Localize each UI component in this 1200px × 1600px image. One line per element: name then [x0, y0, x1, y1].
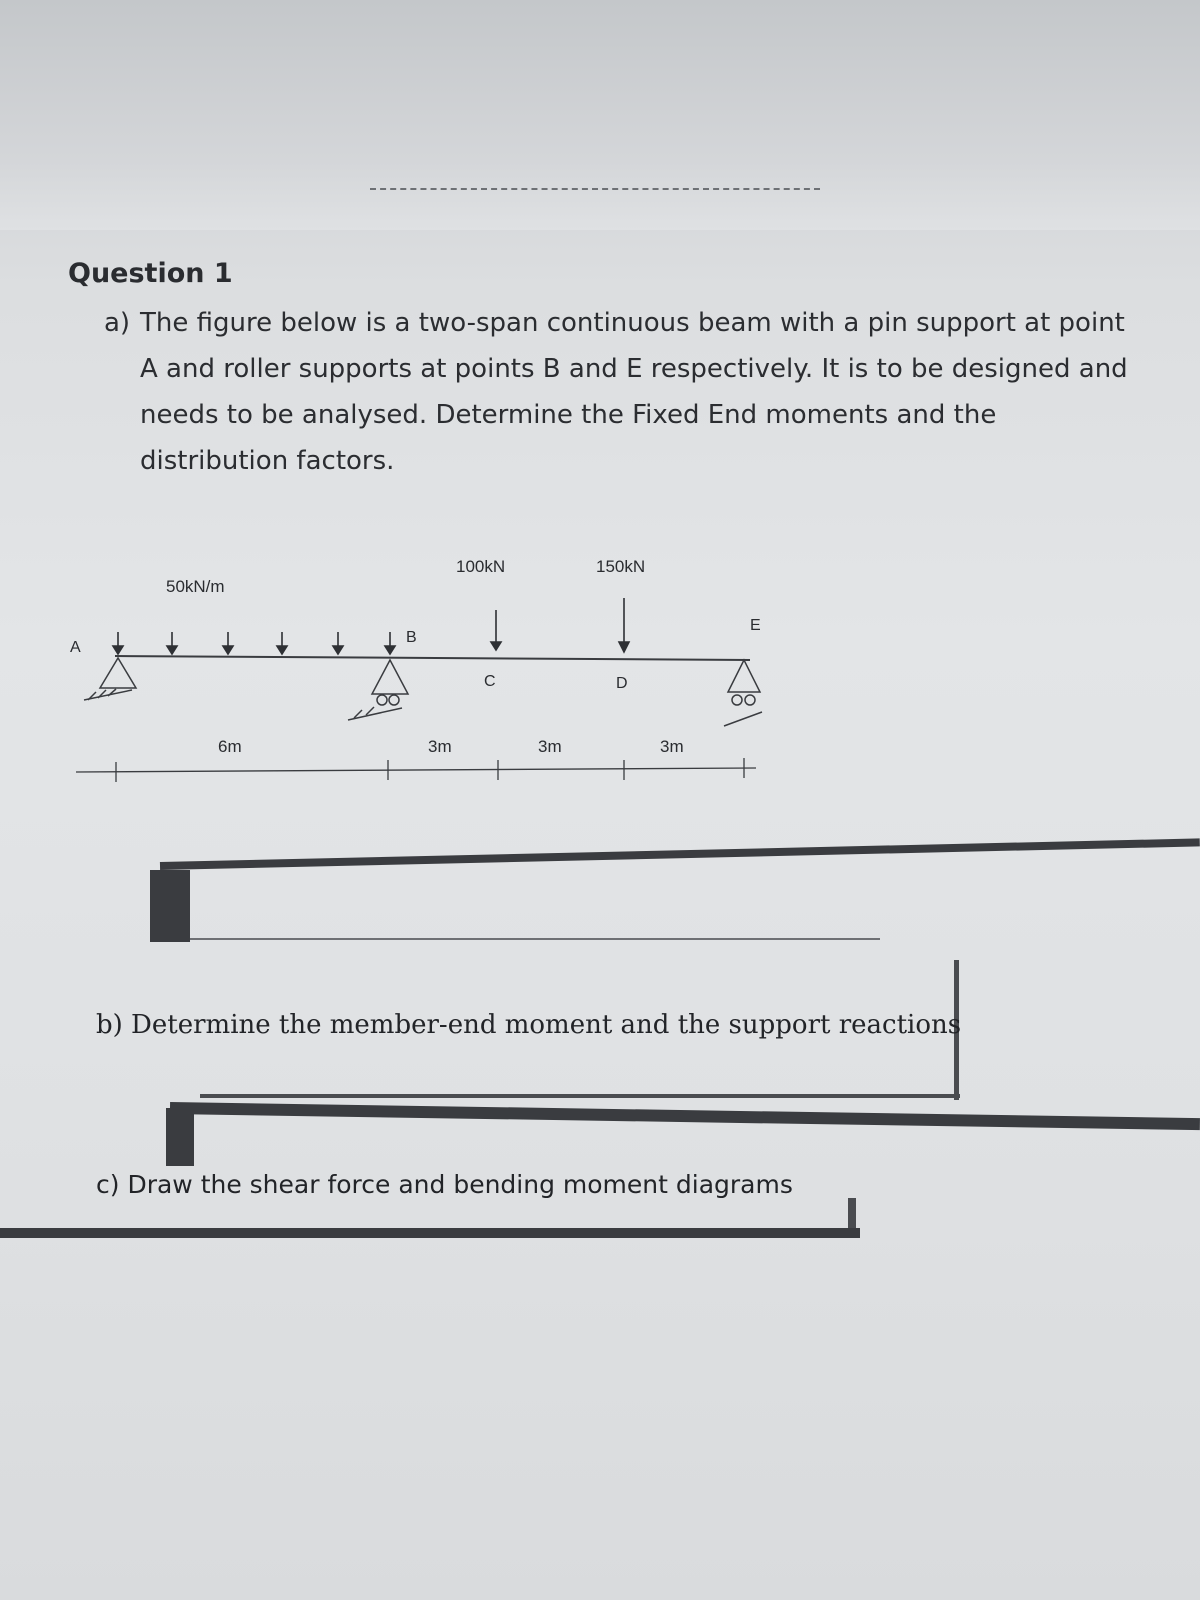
part-a-label: a)	[104, 308, 131, 338]
paper-strip-edge-4	[200, 1094, 960, 1098]
torn-edge-line	[370, 188, 820, 190]
beam-line	[115, 656, 750, 660]
paper-strip-edge-1	[160, 838, 1200, 870]
load-arrow-c	[491, 610, 501, 650]
paper-top-edge	[0, 0, 1200, 230]
paper-strip-edge-1b	[150, 870, 190, 942]
beam-diagram	[60, 540, 780, 800]
dim-cd-label: 3m	[538, 737, 562, 756]
point-a-label: A	[70, 639, 81, 656]
question-title: Question 1	[68, 258, 233, 289]
dim-ab-label: 6m	[218, 737, 242, 756]
paper-strip-edge-5b	[166, 1108, 194, 1166]
load-arrow-d	[619, 598, 629, 652]
pin-support-a	[84, 658, 136, 700]
part-a-text: The figure below is a two-span continuous beam with a pin support at point A and roller supports at points B and E respectively. It is to be designed and needs to be analysed. Determine the Fixed End moments and the distribution factors.	[140, 308, 1128, 476]
paper-strip-edge-5	[170, 1102, 1200, 1130]
point-c-label: C	[484, 673, 496, 690]
udl-arrows	[113, 632, 395, 654]
dim-bc-label: 3m	[428, 737, 452, 756]
dimension-line	[76, 758, 756, 782]
part-c-text: c) Draw the shear force and bending moment diagrams	[96, 1170, 793, 1199]
roller-support-e	[724, 660, 762, 726]
point-e-label: E	[750, 617, 761, 634]
udl-label: 50kN/m	[166, 577, 225, 596]
roller-support-b	[348, 660, 408, 720]
dim-de-label: 3m	[660, 737, 684, 756]
load-c-label: 100kN	[456, 557, 506, 576]
point-b-label: B	[406, 629, 417, 646]
load-d-label: 150kN	[596, 557, 646, 576]
point-d-label: D	[616, 675, 628, 692]
paper-strip-edge-7	[0, 1228, 860, 1238]
part-b-text: b) Determine the member-end moment and the support reactions	[96, 1010, 962, 1040]
paper-strip-edge-2	[190, 938, 880, 940]
